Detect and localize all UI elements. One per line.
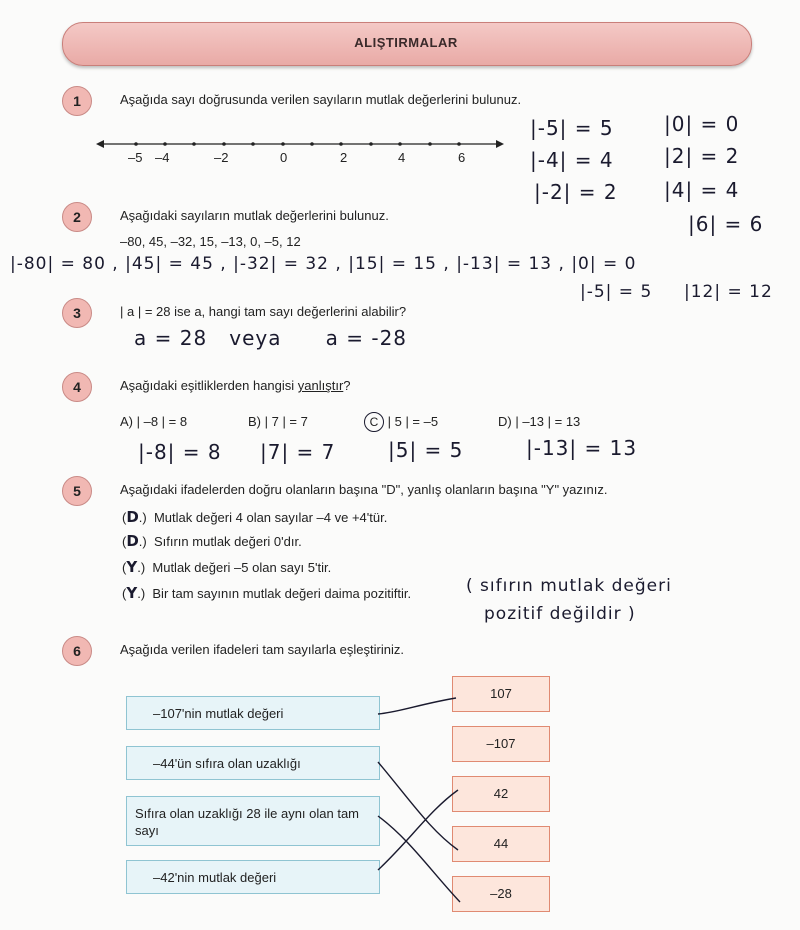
handwritten-answer: |4| = 4 <box>664 178 740 202</box>
matching-lines <box>370 690 470 920</box>
handwritten-answer: |-5| = 5 <box>530 116 614 140</box>
match-right-item: 42 <box>452 776 550 812</box>
handwritten-note: pozitif değildir ) <box>484 604 636 624</box>
match-right-item: –107 <box>452 726 550 762</box>
tick-label: 4 <box>398 150 406 165</box>
question-3-text: | a | = 28 ise a, hangi tam sayı değerlerini alabilir? <box>120 304 407 319</box>
underlined-word: yanlıştır <box>297 378 344 393</box>
question-number-4: 4 <box>62 372 92 402</box>
match-left-item: Sıfıra olan uzaklığı 28 ile aynı olan tam sayı <box>126 796 380 846</box>
question-number-6: 6 <box>62 636 92 666</box>
option-b: B) | 7 | = 7 <box>248 414 308 429</box>
question-4-text: Aşağıdaki eşitliklerden hangisi yanlıştır? <box>120 378 351 393</box>
question-6-text: Aşağıda verilen ifadeleri tam sayılarla eşleştiriniz. <box>120 642 404 657</box>
tick-label: –2 <box>214 150 229 165</box>
handwritten-answer: |6| = 6 <box>688 212 764 236</box>
handwritten-answer: |-80| = 80 , |45| = 45 , |-32| = 32 , |15| = 15 , |-13| = 13 , |0| = 0 <box>10 254 637 274</box>
handwritten-answer: |5| = 5 <box>388 438 464 462</box>
statement-item: (D.) Mutlak değeri 4 olan sayılar –4 ve +4'tür. <box>122 508 388 526</box>
question-number-2: 2 <box>62 202 92 232</box>
tick-label: 0 <box>280 150 288 165</box>
tick-label: –5 <box>128 150 143 165</box>
handwritten-answer: |12| = 12 <box>684 282 773 302</box>
page-title: ALIŞTIRMALAR <box>354 35 458 50</box>
tick-label: 6 <box>458 150 466 165</box>
handwritten-answer: |-13| = 13 <box>526 436 638 460</box>
question-number-5: 5 <box>62 476 92 506</box>
handwritten-answer: |-4| = 4 <box>530 148 614 172</box>
handwritten-answer: |2| = 2 <box>664 144 740 168</box>
statement-item: (D.) Sıfırın mutlak değeri 0'dır. <box>122 532 302 550</box>
match-right-item: 44 <box>452 826 550 862</box>
option-c: C | 5 | = –5 <box>364 412 438 432</box>
circled-answer: C <box>364 412 384 432</box>
tick-label: –4 <box>155 150 170 165</box>
question-number-1: 1 <box>62 86 92 116</box>
handwritten-answer: |-5| = 5 <box>580 282 653 302</box>
question-5-text: Aşağıdaki ifadelerden doğru olanların başına "D", yanlış olanların başına "Y" yazınız. <box>120 482 608 497</box>
option-a: A) | –8 | = 8 <box>120 414 188 429</box>
handwritten-answer: |0| = 0 <box>664 112 740 136</box>
handwritten-note: ( sıfırın mutlak değeri <box>466 576 672 596</box>
handwritten-answer: |7| = 7 <box>260 440 336 464</box>
statement-item: (Y.) Mutlak değeri –5 olan sayı 5'tir. <box>122 558 332 576</box>
question-2-numbers: –80, 45, –32, 15, –13, 0, –5, 12 <box>120 234 301 249</box>
match-left-item: –42'nin mutlak değeri <box>126 860 380 894</box>
tick-label: 2 <box>340 150 348 165</box>
match-right-item: –28 <box>452 876 550 912</box>
match-left-item: –107'nin mutlak değeri <box>126 696 380 730</box>
question-2-text: Aşağıdaki sayıların mutlak değerlerini bulunuz. <box>120 208 389 223</box>
match-right-item: 107 <box>452 676 550 712</box>
match-left-item: –44'ün sıfıra olan uzaklığı <box>126 746 380 780</box>
handwritten-answer: a = 28 veya a = -28 <box>134 326 408 350</box>
option-d: D) | –13 | = 13 <box>498 414 581 429</box>
handwritten-answer: |-8| = 8 <box>138 440 222 464</box>
question-1-text: Aşağıda sayı doğrusunda verilen sayıların mutlak değerlerini bulunuz. <box>120 92 522 107</box>
statement-item: (Y.) Bir tam sayının mutlak değeri daima pozitiftir. <box>122 584 412 602</box>
handwritten-answer: |-2| = 2 <box>534 180 618 204</box>
question-number-3: 3 <box>62 298 92 328</box>
